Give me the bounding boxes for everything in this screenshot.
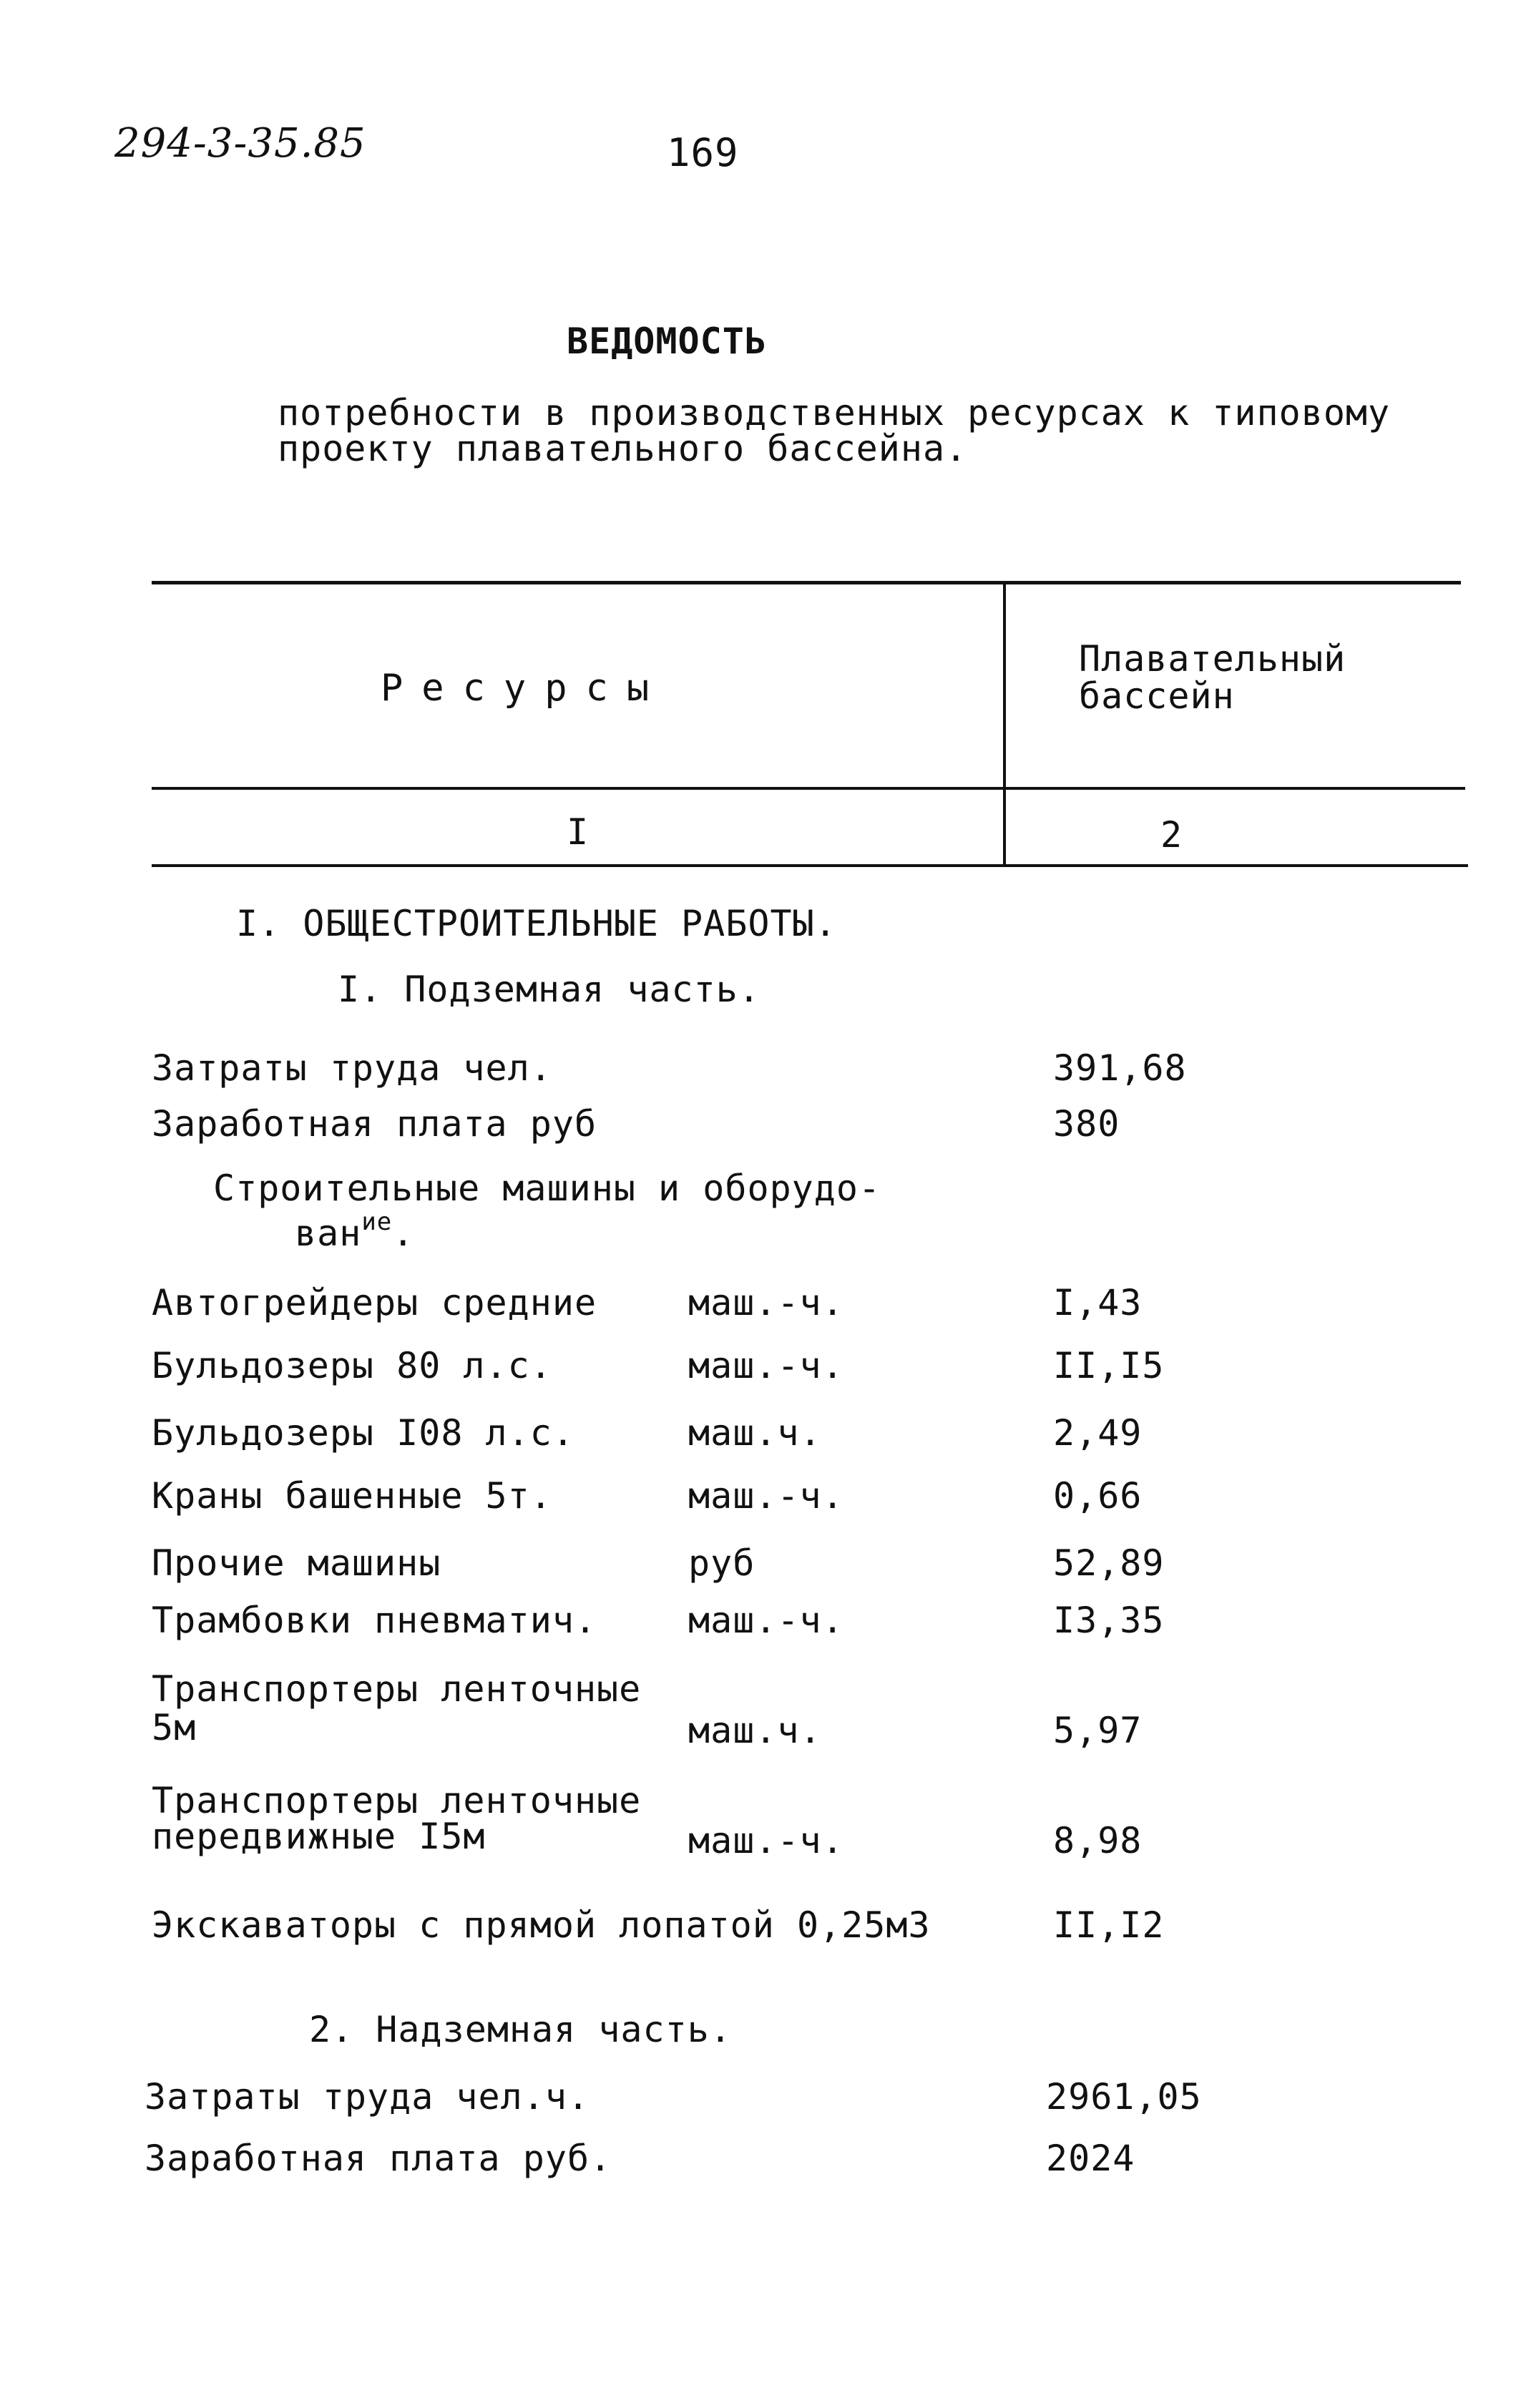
row-unit: маш.-ч. (688, 1475, 844, 1517)
row-value: 8,98 (1053, 1820, 1143, 1861)
section-heading: I. ОБЩЕСТРОИТЕЛЬНЫЕ РАБОТЫ. (236, 903, 837, 944)
row-unit: маш.-ч. (688, 1282, 844, 1323)
part-2-heading: 2. Надземная часть. (309, 2009, 732, 2050)
row-name: Экскаваторы с прямой лопатой 0,25м3 (152, 1904, 931, 1946)
labor-label-part-2: Затраты труда чел.ч. (145, 2076, 590, 2118)
row-name-line-2: передвижные I5м (152, 1816, 486, 1857)
row-name: Прочие машины (152, 1542, 441, 1584)
wage-value: 380 (1053, 1103, 1120, 1145)
column-header-pool-line-1: Плавательный (1079, 638, 1346, 680)
table-mid-rule (152, 787, 1465, 790)
column-header-resources: Ресурсы (381, 667, 668, 710)
table-column-divider (1003, 583, 1006, 866)
wage-value-part-2: 2024 (1046, 2138, 1135, 2179)
table-bottom-rule (152, 864, 1468, 867)
subtitle-line-2: проекту плавательного бассейна. (278, 428, 968, 469)
part-1-heading: I. Подземная часть. (338, 969, 760, 1010)
row-name: Автогрейдеры средние (152, 1282, 597, 1323)
labor-value-part-2: 2961,05 (1046, 2076, 1202, 2118)
table-top-rule (152, 581, 1461, 584)
machines-heading-line-2: ван$^{ие}$. (295, 1208, 415, 1254)
row-value: 0,66 (1053, 1475, 1143, 1517)
subtitle-line-1: потребности в производственных ресурсах к типовому (278, 392, 1391, 434)
document-code: 294-3-35.85 (114, 120, 366, 167)
row-value: 5,97 (1053, 1710, 1143, 1751)
row-unit: маш.-ч. (688, 1600, 844, 1641)
labor-label: Затраты труда чел. (152, 1047, 552, 1089)
row-name: Краны башенные 5т. (152, 1475, 552, 1517)
row-value: I,43 (1053, 1282, 1143, 1323)
column-number-1: I (567, 811, 590, 853)
row-unit: руб (688, 1542, 755, 1584)
row-value: II,I5 (1053, 1345, 1165, 1386)
page-number: 169 (667, 130, 739, 175)
row-name-line-1: Транспортеры ленточные (152, 1668, 642, 1710)
machines-heading-line-1: Строительные машины и оборудо- (213, 1168, 881, 1209)
row-unit: маш.-ч. (688, 1820, 844, 1861)
row-name: Трамбовки пневматич. (152, 1600, 597, 1641)
column-header-pool-line-2: бассейн (1079, 675, 1235, 717)
row-unit: маш.ч. (688, 1710, 822, 1751)
row-name-line-1: Транспортеры ленточные (152, 1780, 642, 1821)
column-number-2: 2 (1160, 814, 1183, 856)
row-name-line-2: 5м (152, 1707, 197, 1748)
row-value: I3,35 (1053, 1600, 1165, 1641)
wage-label: Заработная плата руб (152, 1103, 597, 1145)
row-name: Бульдозеры I08 л.с. (152, 1412, 574, 1454)
row-unit: маш.ч. (688, 1412, 822, 1454)
row-value: 52,89 (1053, 1542, 1165, 1584)
labor-value: 391,68 (1053, 1047, 1187, 1089)
row-unit: маш.-ч. (688, 1345, 844, 1386)
document-title: ВЕДОМОСТЬ (567, 320, 767, 362)
wage-label-part-2: Заработная плата руб. (145, 2138, 612, 2179)
row-value: II,I2 (1053, 1904, 1165, 1946)
row-name: Бульдозеры 80 л.с. (152, 1345, 552, 1386)
row-value: 2,49 (1053, 1412, 1143, 1454)
